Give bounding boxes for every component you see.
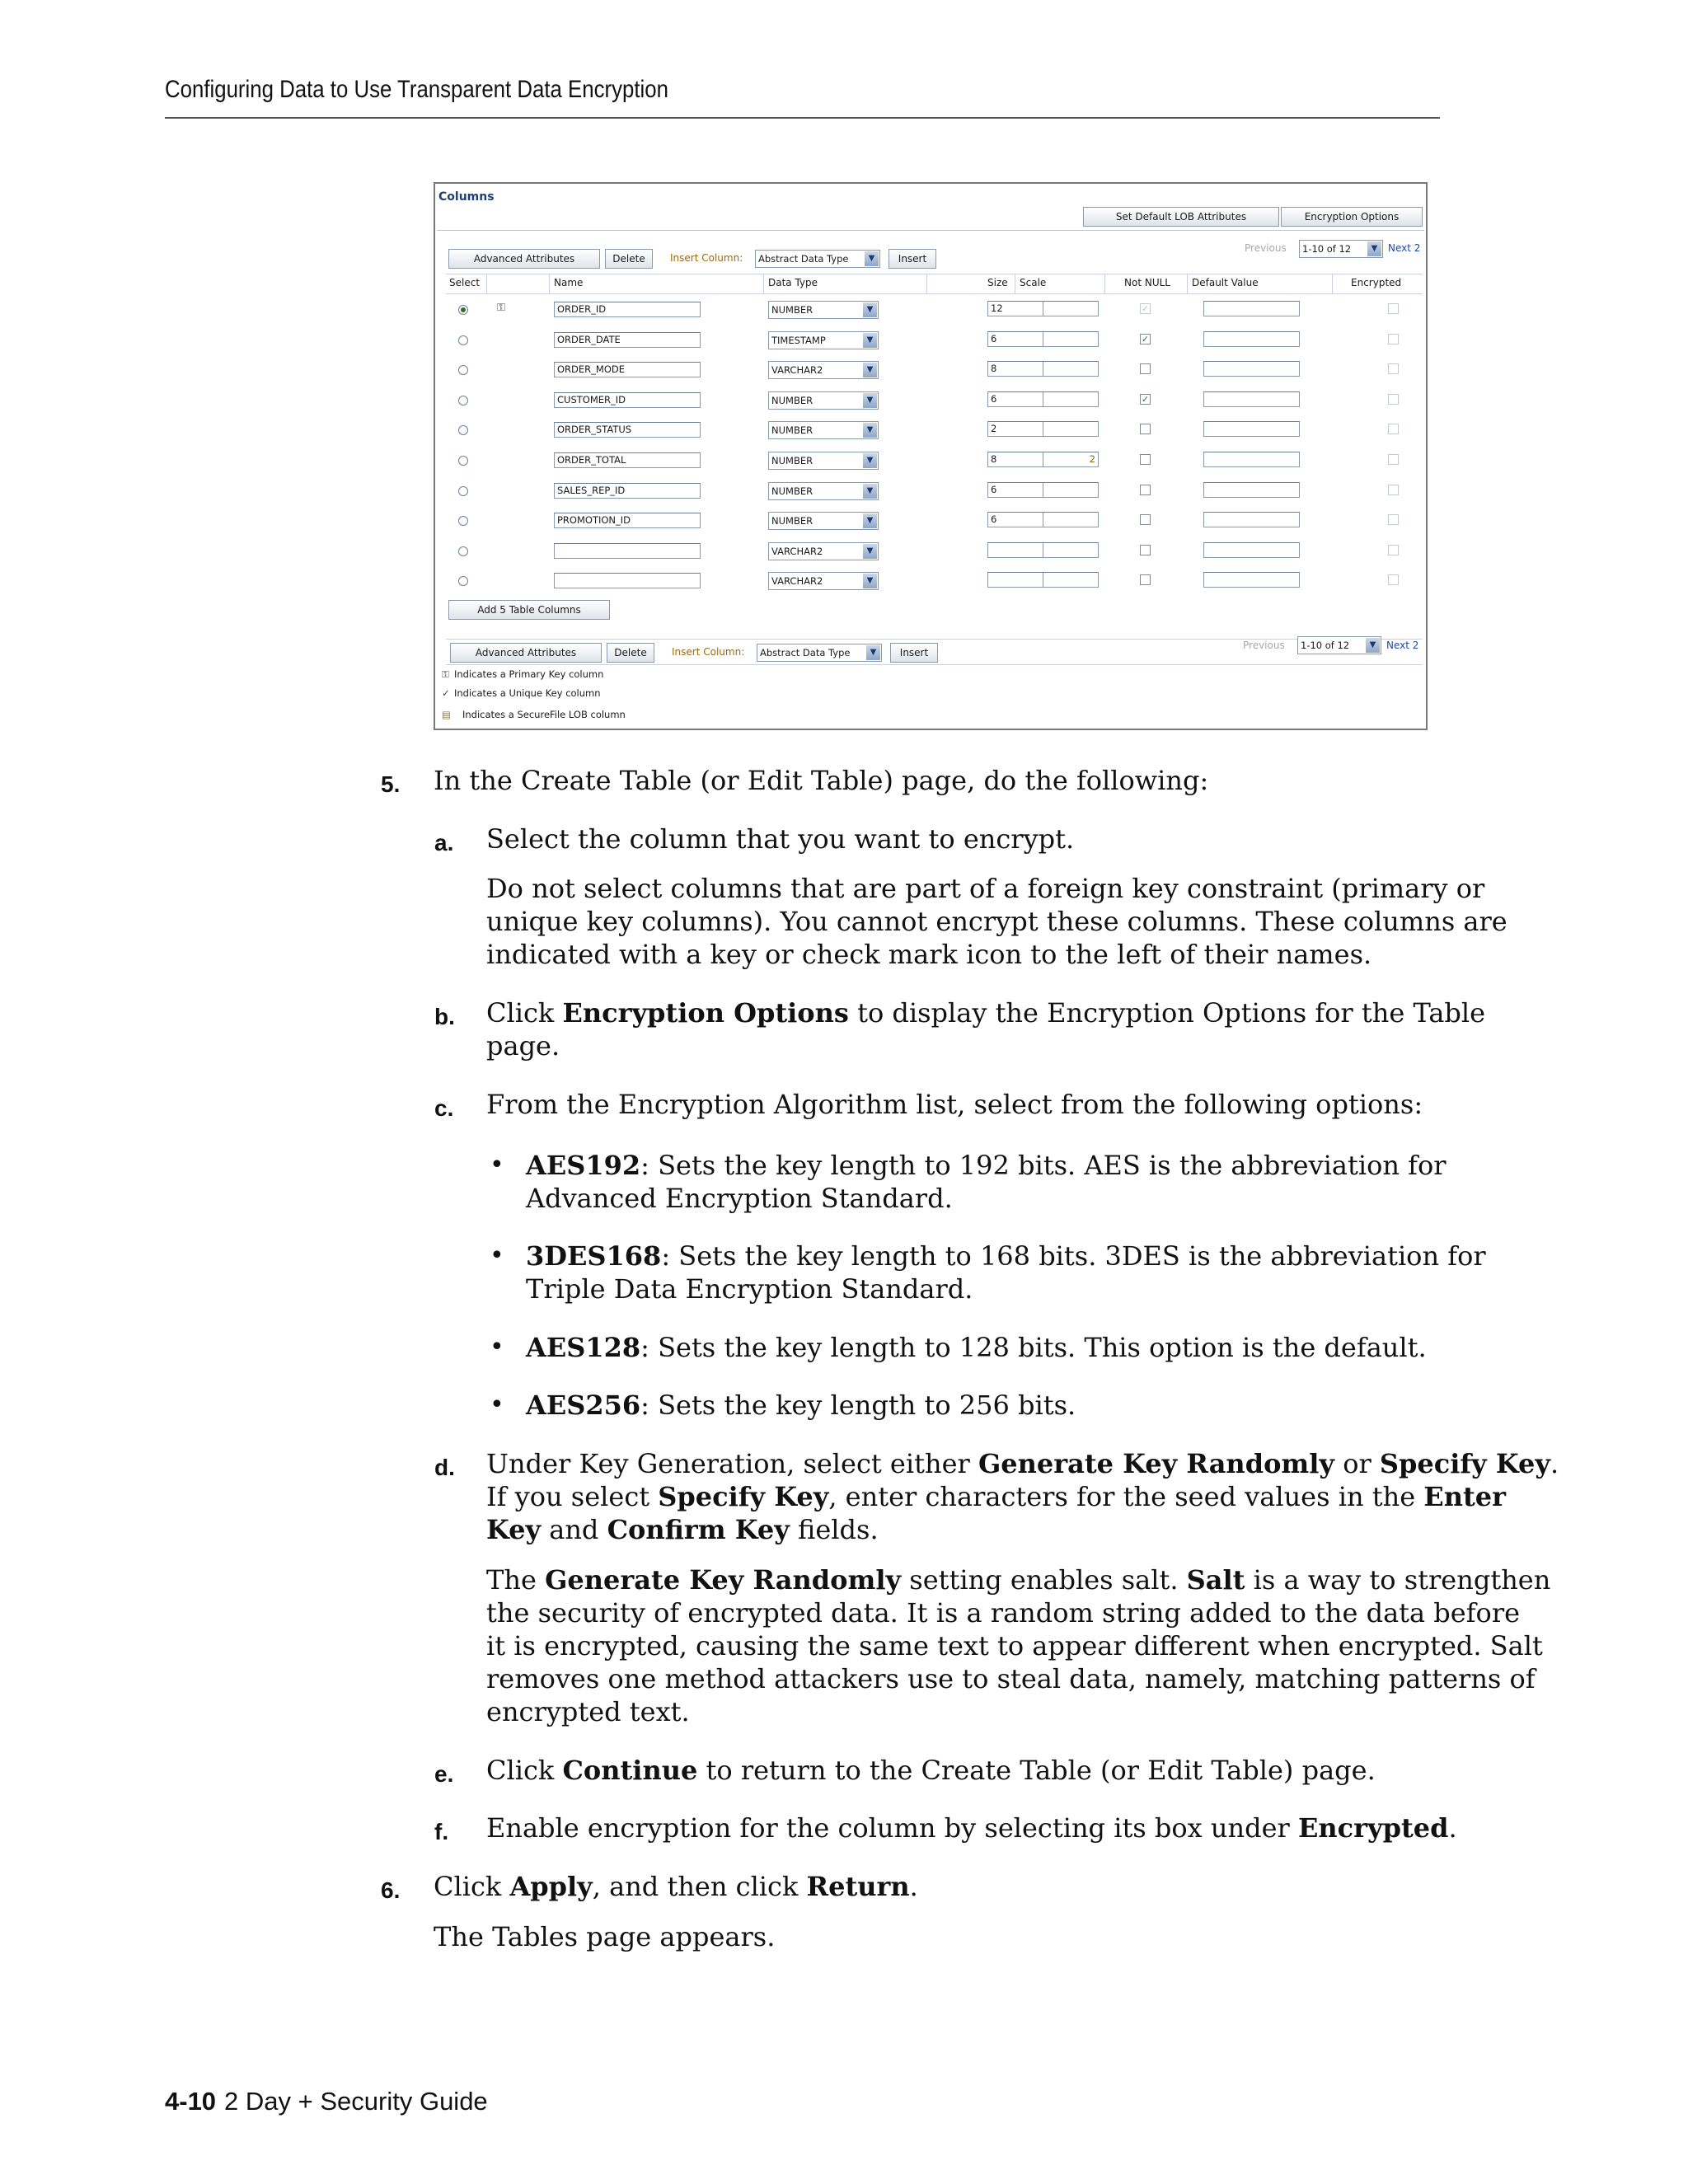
row-select-radio[interactable] [458,396,468,405]
substep-f-text [486,1811,1457,1844]
column-name-input[interactable]: ORDER_DATE [554,332,701,348]
scale-input[interactable] [1043,572,1099,588]
running-header: Configuring Data to Use Transparent Data Encryption [165,76,668,103]
confirm-key-term: Confirm Key [607,1514,790,1545]
data-type-select[interactable] [768,512,879,530]
option-aes192-line-1 [526,1149,1447,1182]
return-term: Return [806,1871,910,1902]
pager-range-select[interactable] [1299,240,1383,258]
option-aes256-line-1 [526,1389,1076,1422]
chevron-down-icon: ▼ [866,645,880,660]
substep-e-pre: Click [486,1755,563,1786]
key-icon: ⚿ [442,668,449,680]
col-header-select: Select [449,277,481,288]
size-input[interactable]: 6 [987,482,1043,498]
header-rule [165,117,1440,119]
substep-b-line-2: page. [486,1030,560,1062]
size-input[interactable] [987,542,1043,558]
insert-column-label-bottom: Insert Column: [672,646,745,658]
encrypted-term: Encrypted [1297,1812,1449,1844]
data-type-select[interactable] [768,542,879,560]
table-row [446,506,1423,536]
scale-input[interactable]: 2 [1043,452,1099,467]
chevron-down-icon: ▼ [863,453,877,468]
substep-d-label: d. [434,1455,455,1480]
default-value-input[interactable] [1203,512,1300,527]
size-input[interactable] [987,572,1043,588]
column-name-input[interactable] [554,573,701,588]
salt-p-pre: The [486,1564,546,1596]
substep-d-l2-mid: , enter characters for the seed values in the [828,1481,1424,1512]
pager-next[interactable]: Next 2 [1388,242,1421,254]
chevron-down-icon: ▼ [863,513,877,528]
apply-term: Apply [509,1871,593,1902]
salt-p-end: is a way to strengthen [1245,1564,1551,1596]
legend-securefile-lob [442,709,626,720]
option-3des168-desc: : Sets the key length to 168 bits. 3DES is the abbreviation for [661,1240,1486,1272]
size-input[interactable]: 6 [987,512,1043,527]
substep-d-l1-end: . [1550,1448,1559,1479]
row-select-radio[interactable] [458,305,468,315]
scale-input[interactable] [1043,301,1099,316]
row-select-radio[interactable] [458,486,468,496]
step-6-pre: Click [434,1871,510,1902]
document-icon: ▤ [442,709,451,720]
not-null-checkbox[interactable] [1140,454,1151,465]
not-null-checkbox[interactable] [1140,514,1151,525]
generate-key-randomly-term: Generate Key Randomly [545,1564,902,1596]
column-divider [926,274,927,293]
substep-a-note-line-2: unique key columns). You cannot encrypt these columns. These columns are [486,906,1507,937]
insert-button-bottom[interactable]: Insert [890,643,938,663]
col-header-size: Size [987,277,1008,288]
col-header-name: Name [554,277,584,288]
scale-input[interactable] [1043,512,1099,527]
legend-unique-key-text: Indicates a Unique Key column [454,687,601,699]
row-select-radio[interactable] [458,425,468,435]
columns-section-title: Columns [438,190,495,204]
data-type-select[interactable] [768,452,879,470]
legend-securefile-lob-text: Indicates a SecureFile LOB column [462,709,626,720]
default-value-input[interactable] [1203,301,1300,316]
advanced-attributes-button[interactable]: Advanced Attributes [448,249,600,269]
column-name-input[interactable]: ORDER_ID [554,302,701,317]
size-input[interactable]: 6 [987,331,1043,347]
option-bullet: • [490,1241,504,1270]
option-aes128-desc: : Sets the key length to 128 bits. This option is the default. [640,1332,1427,1363]
continue-term: Continue [562,1755,698,1786]
chevron-down-icon: ▼ [863,302,877,317]
substep-d-line-3 [486,1513,879,1546]
delete-button-bottom[interactable]: Delete [607,643,654,663]
not-null-checkbox[interactable]: ✓ [1141,393,1150,405]
salt-p-mid: setting enables salt. [901,1564,1187,1596]
row-select-radio[interactable] [458,365,468,375]
encrypted-checkbox[interactable] [1388,454,1399,465]
option-3des168-line-1 [526,1240,1486,1272]
enter-key-term: Enter [1423,1481,1506,1512]
data-type-select[interactable] [768,361,879,379]
columns-screenshot [434,182,1428,730]
substep-d-line-2 [486,1480,1506,1513]
data-type-select[interactable] [768,482,879,500]
table-row [446,415,1423,445]
data-type-select[interactable] [768,301,879,319]
pager-range-value: 1-10 of 12 [1302,243,1352,255]
table-row [446,355,1423,385]
scale-input[interactable] [1043,542,1099,558]
not-null-checkbox[interactable] [1140,485,1151,495]
substep-d-l1-mid: or [1334,1448,1380,1479]
substep-d-l2-pre: If you select [486,1481,659,1512]
chevron-down-icon: ▼ [1366,638,1380,653]
option-aes192-desc: : Sets the key length to 192 bits. AES is the abbreviation for [640,1150,1447,1181]
option-aes128-name: AES128 [526,1332,641,1363]
substep-b-post: to display the Encryption Options for the Table [848,997,1486,1029]
substep-f-label: f. [434,1819,449,1844]
table-row [446,386,1423,415]
set-default-lob-button[interactable]: Set Default LOB Attributes [1083,207,1279,227]
encrypted-checkbox[interactable] [1388,334,1399,344]
page-number: 4-10 [165,2087,217,2116]
substep-a-note-line-3: indicated with a key or check mark icon to the left of their names. [486,939,1372,970]
chevron-down-icon: ▼ [863,484,877,499]
substep-a-text: Select the column that you want to encrypt. [486,823,1075,855]
encrypted-checkbox[interactable] [1388,545,1399,555]
size-input[interactable]: 12 [987,301,1043,316]
data-type-value: VARCHAR2 [771,364,823,377]
insert-column-type-value: Abstract Data Type [758,253,849,265]
table-row [446,566,1423,596]
default-value-input[interactable] [1203,331,1300,347]
toolbar-bottom-line [446,664,1423,665]
insert-button[interactable]: Insert [889,249,936,269]
generate-key-randomly-term: Generate Key Randomly [978,1448,1335,1479]
table-row [446,476,1423,506]
step-6-result: The Tables page appears. [434,1921,776,1952]
encrypted-checkbox[interactable] [1388,574,1399,585]
option-aes256-desc: : Sets the key length to 256 bits. [640,1390,1076,1421]
encrypted-checkbox[interactable] [1388,485,1399,495]
row-select-radio[interactable] [458,516,468,526]
legend-primary-key-text: Indicates a Primary Key column [454,668,604,680]
data-type-select[interactable] [768,572,879,590]
check-mark-icon: ✓ [442,687,450,699]
chevron-down-icon: ▼ [863,393,877,408]
row-select-radio[interactable] [458,335,468,345]
column-name-input[interactable]: CUSTOMER_ID [554,392,701,408]
default-value-input[interactable] [1203,452,1300,467]
substep-c-text: From the Encryption Algorithm list, select from the following options: [486,1089,1423,1120]
page-footer [165,2087,488,2116]
not-null-checkbox[interactable]: ✓ [1141,303,1150,314]
data-type-value: VARCHAR2 [771,545,823,557]
substep-b-pre: Click [486,997,563,1029]
insert-column-type-select[interactable] [755,250,880,268]
data-type-select[interactable] [768,331,879,349]
data-type-value: TIMESTAMP [771,334,826,346]
encryption-options-term: Encryption Options [562,997,849,1029]
scale-input[interactable] [1043,482,1099,498]
column-divider [486,274,487,293]
step-5-number: 5. [381,771,401,797]
col-header-data-type: Data Type [768,277,818,288]
default-value-input[interactable] [1203,421,1300,437]
column-name-input[interactable]: ORDER_TOTAL [554,452,701,468]
data-type-value: NUMBER [771,515,814,527]
column-divider [1332,274,1333,293]
salt-paragraph-line-4: removes one method attackers use to steal data, namely, matching patterns of [486,1663,1536,1694]
data-type-select[interactable] [768,421,879,439]
insert-column-label: Insert Column: [670,252,743,264]
column-name-input[interactable] [554,543,701,559]
chevron-down-icon: ▼ [863,333,877,348]
delete-button[interactable]: Delete [605,249,653,269]
scale-input[interactable] [1043,421,1099,437]
column-name-input[interactable]: ORDER_STATUS [554,422,701,438]
substep-a-label: a. [434,830,454,855]
step-5-text: In the Create Table (or Edit Table) page, do the following: [434,765,1209,796]
encrypted-checkbox[interactable] [1388,394,1399,405]
enter-key-term: Key [486,1514,542,1545]
option-3des168-line-2: Triple Data Encryption Standard. [526,1273,973,1305]
substep-b-line-1 [486,996,1485,1029]
table-row [446,537,1423,566]
table-row [446,326,1423,355]
chevron-down-icon: ▼ [865,251,879,266]
chevron-down-icon: ▼ [863,363,877,377]
encrypted-checkbox[interactable] [1388,424,1399,434]
key-icon: ⚿ [497,302,505,314]
default-value-input[interactable] [1203,542,1300,558]
data-type-value: NUMBER [771,485,814,497]
encrypted-checkbox[interactable] [1388,303,1399,314]
column-name-input[interactable]: PROMOTION_ID [554,513,701,528]
data-type-value: NUMBER [771,424,814,437]
legend-primary-key [442,668,603,681]
data-type-value: NUMBER [771,455,814,466]
default-value-input[interactable] [1203,572,1300,588]
not-null-checkbox[interactable] [1140,363,1151,374]
book-title: 2 Day + Security Guide [224,2087,488,2116]
scale-input[interactable] [1043,391,1099,407]
substep-d-line-1 [486,1447,1559,1480]
column-divider [1104,274,1105,293]
size-input[interactable]: 8 [987,452,1043,467]
header-bottom-line [446,293,1423,294]
option-aes192-name: AES192 [526,1150,641,1181]
substep-c-label: c. [434,1095,454,1121]
pager-range-select-bottom[interactable] [1297,636,1381,654]
not-null-checkbox[interactable]: ✓ [1141,333,1150,344]
substep-f-post: . [1448,1812,1457,1844]
data-type-value: NUMBER [771,394,814,406]
chevron-down-icon: ▼ [863,544,877,559]
table-row [446,295,1423,325]
substep-e-label: e. [434,1761,454,1787]
col-header-encrypted: Encrypted [1351,277,1402,288]
size-input[interactable]: 6 [987,391,1043,407]
substep-e-post: to return to the Create Table (or Edit Table) page. [697,1755,1376,1786]
option-bullet: • [490,1151,504,1179]
section-rule [437,230,1424,231]
scale-input[interactable] [1043,331,1099,347]
column-divider [549,274,550,293]
not-null-checkbox[interactable] [1140,424,1151,434]
substep-f-pre: Enable encryption for the column by selecting its box under [486,1812,1298,1844]
column-name-input[interactable]: ORDER_MODE [554,362,701,377]
substep-d-l3-mid: and [541,1514,607,1545]
pager-next-bottom[interactable]: Next 2 [1386,640,1419,651]
table-row [446,446,1423,476]
insert-column-type-value-bottom: Abstract Data Type [760,647,851,658]
option-aes128-line-1 [526,1331,1427,1364]
row-select-radio[interactable] [458,546,468,556]
row-select-radio[interactable] [458,576,468,586]
substep-b-label: b. [434,1004,455,1029]
substep-d-l3-end: fields. [789,1514,879,1545]
chevron-down-icon: ▼ [863,574,877,588]
option-aes256-name: AES256 [526,1390,641,1421]
pager-range-value-bottom: 1-10 of 12 [1301,640,1350,651]
option-bullet: • [490,1333,504,1361]
option-aes192-line-2: Advanced Encryption Standard. [526,1183,953,1214]
substep-e-text [486,1754,1376,1787]
salt-paragraph-line-3: it is encrypted, causing the same text to appear different when encrypted. Salt [486,1630,1543,1661]
column-divider [763,274,764,293]
salt-term: Salt [1186,1564,1245,1596]
encrypted-checkbox[interactable] [1388,363,1399,374]
column-name-input[interactable]: SALES_REP_ID [554,483,701,499]
size-input[interactable]: 8 [987,361,1043,377]
col-header-scale: Scale [1020,277,1047,288]
chevron-down-icon: ▼ [1367,241,1381,256]
default-value-input[interactable] [1203,391,1300,407]
salt-paragraph-line-2: the security of encrypted data. It is a random string added to the data before [486,1597,1521,1629]
step-6-text [434,1870,918,1903]
scale-input[interactable] [1043,361,1099,377]
salt-paragraph-line-5: encrypted text. [486,1696,690,1727]
chevron-down-icon: ▼ [863,423,877,438]
substep-a-note-line-1: Do not select columns that are part of a foreign key constraint (primary or [486,873,1485,904]
step-6-number: 6. [381,1877,401,1903]
pager-previous-bottom: Previous [1243,640,1285,651]
pager-previous: Previous [1245,242,1287,254]
option-3des168-name: 3DES168 [526,1240,662,1272]
column-divider [1187,274,1188,293]
legend-unique-key [442,687,601,699]
data-type-select[interactable] [768,391,879,410]
salt-paragraph-line-1 [486,1563,1550,1596]
data-type-value: VARCHAR2 [771,575,823,588]
specify-key-term: Specify Key [1379,1448,1550,1479]
specify-key-term: Specify Key [658,1481,829,1512]
substep-d-l1-pre: Under Key Generation, select either [486,1448,978,1479]
not-null-checkbox[interactable] [1140,574,1151,585]
step-6-post: . [909,1871,918,1902]
option-bullet: • [490,1390,504,1419]
default-value-input[interactable] [1203,361,1300,377]
encrypted-checkbox[interactable] [1388,514,1399,525]
advanced-attributes-button-bottom[interactable]: Advanced Attributes [450,643,602,663]
insert-column-type-select-bottom[interactable] [757,644,882,662]
encryption-options-button[interactable]: Encryption Options [1281,207,1423,227]
add-table-columns-button[interactable]: Add 5 Table Columns [448,600,610,620]
col-header-not-null: Not NULL [1124,277,1170,288]
row-select-radio[interactable] [458,456,468,466]
step-6-mid: , and then click [592,1871,807,1902]
default-value-input[interactable] [1203,482,1300,498]
data-type-value: NUMBER [771,304,814,316]
not-null-checkbox[interactable] [1140,545,1151,555]
size-input[interactable]: 2 [987,421,1043,437]
col-header-default-value: Default Value [1192,277,1259,288]
